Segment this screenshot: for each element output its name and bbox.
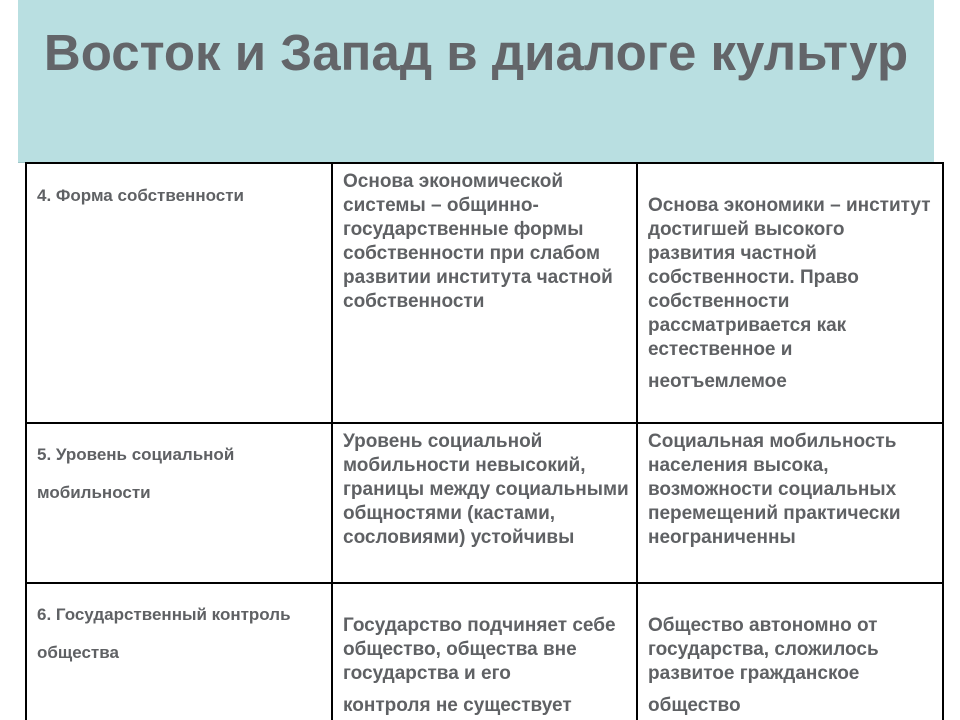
table-row [26,163,943,423]
criterion-cell: 6. Государственный контроль общества [26,583,332,720]
east-cell: Уровень социальной мобильности невысокий, границы между социальными общностями (кастами, сословиями) устойчивы [332,423,637,583]
comparison-table [25,162,944,720]
west-text: Основа экономики – институт достигшей высокого развития частной собственности. Право собственности рассматривается как естественное и [648,195,931,360]
west-text-tail: неотъемлемое [648,371,787,392]
west-cell [637,163,943,423]
criterion-cell: 5. Уровень социальной мобильности [26,423,332,583]
west-cell: Социальная мобильность населения высока, возможности социальных перемещений практически неограниченны [637,423,943,583]
west-text-tail: общество [648,695,741,716]
slide-title: Восток и Запад в диалоге культур [43,24,909,81]
east-cell [332,583,637,720]
criterion-cell: 4. Форма собственности [26,163,332,423]
east-cell: Основа экономической системы – общинно-государственные формы собственности при слабом развитии института частной собственности [332,163,637,423]
table-row [26,583,943,720]
east-text-tail: контроля не существует [343,695,572,716]
west-text: Общество автономно от государства, сложилось развитое гражданское [648,615,879,684]
west-cell [637,583,943,720]
table-row [26,423,943,583]
east-text: Государство подчиняет себе общество, общества вне государства и его [343,615,616,684]
